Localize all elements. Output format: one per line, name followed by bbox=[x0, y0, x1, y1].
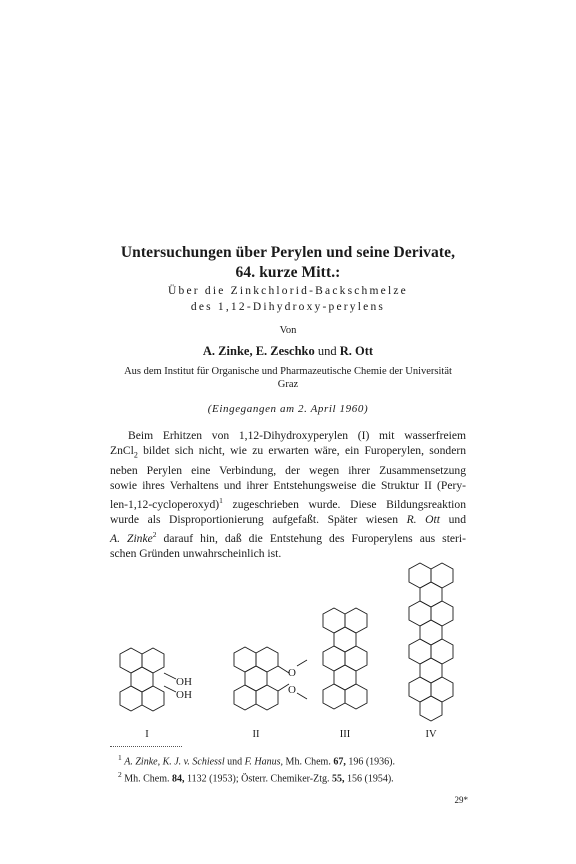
authors-und: und bbox=[317, 344, 337, 358]
author-1: A. Zinke, bbox=[202, 344, 253, 358]
authors bbox=[0, 344, 576, 359]
structure-label-I: I bbox=[145, 729, 149, 740]
article-title-line1: Untersuchungen über Perylen und seine Derivate, bbox=[120, 244, 456, 261]
structure-label-III: III bbox=[339, 729, 351, 740]
o-label-1: O bbox=[288, 667, 296, 679]
body-line-1: Beim Erhitzen von 1,12-Dihydroxyperylen (I) mit wasserfreiem bbox=[128, 429, 466, 442]
body-line-5: len-1,12-cycloperoxyd)$^1$ zugeschrieben wurde. Diese Bildungsreaktion bbox=[110, 495, 466, 511]
structure-IV-polyacene bbox=[409, 563, 453, 721]
structure-label-IV: IV bbox=[425, 729, 437, 740]
affiliation-line1: Aus dem Institut für Organische und Pharmazeutische Chemie der Universität bbox=[124, 366, 452, 377]
article-subtitle-line2: des 1,12-Dihydroxy-perylens bbox=[190, 301, 386, 313]
byline-von: Von bbox=[279, 325, 297, 336]
oh-label-1: OH bbox=[176, 676, 192, 688]
structure-label-II: II bbox=[252, 729, 260, 740]
footnote-1: $^1$ A. Zinke, K. J. v. Schiessl und F. Hanus, Mh. Chem. 67, 196 (1936). bbox=[118, 753, 395, 768]
chemical-structures-figure bbox=[0, 545, 576, 755]
oh-label-2: OH bbox=[176, 689, 192, 701]
footnote-2: $^2$ Mh. Chem. 84, 1132 (1953); Österr. Chemiker-Ztg. 55, 156 (1954). bbox=[118, 770, 394, 785]
body-paragraph bbox=[110, 428, 466, 561]
body-line-6: wurde als Disproportionierung aufgefaßt. Später wiesen R. Ott und bbox=[110, 512, 466, 526]
article-title-line2: 64. kurze Mitt.: bbox=[235, 264, 341, 281]
page-number: 29* bbox=[454, 795, 468, 805]
author-3: R. Ott bbox=[339, 344, 374, 358]
received-date: (Eingegangen am 2. April 1960) bbox=[207, 403, 369, 415]
body-line-4: sowie ihres Verhaltens und ihrer Entstehungsweise die Struktur II (Pery- bbox=[110, 478, 466, 492]
footnote-rule bbox=[110, 746, 182, 747]
body-line-8: schen Gründen unwahrscheinlich ist. bbox=[110, 546, 282, 560]
structure-I-perylene-diol bbox=[120, 648, 192, 711]
affiliation-line2: Graz bbox=[277, 379, 299, 390]
article-subtitle-line1: Über die Zinkchlorid-Backschmelze bbox=[168, 285, 408, 297]
body-line-7: A. Zinke$^2$ darauf hin, daß die Entstehung des Furoperylens aus steri- bbox=[110, 529, 466, 545]
body-line-3: neben Perylen eine Verbindung, der wegen ihrer Zusammensetzung bbox=[110, 463, 466, 477]
footnotes bbox=[118, 751, 478, 786]
structure-II-cycloperoxide bbox=[234, 647, 307, 710]
author-2: E. Zeschko bbox=[255, 344, 315, 358]
o-label-2: O bbox=[288, 684, 296, 696]
structure-III-polyacene bbox=[323, 608, 367, 709]
body-line-2: ZnCl$_2$ bildet sich nicht, wie zu erwarten wäre, ein Furoperylen, sondern bbox=[110, 444, 466, 460]
affiliation bbox=[100, 365, 476, 391]
